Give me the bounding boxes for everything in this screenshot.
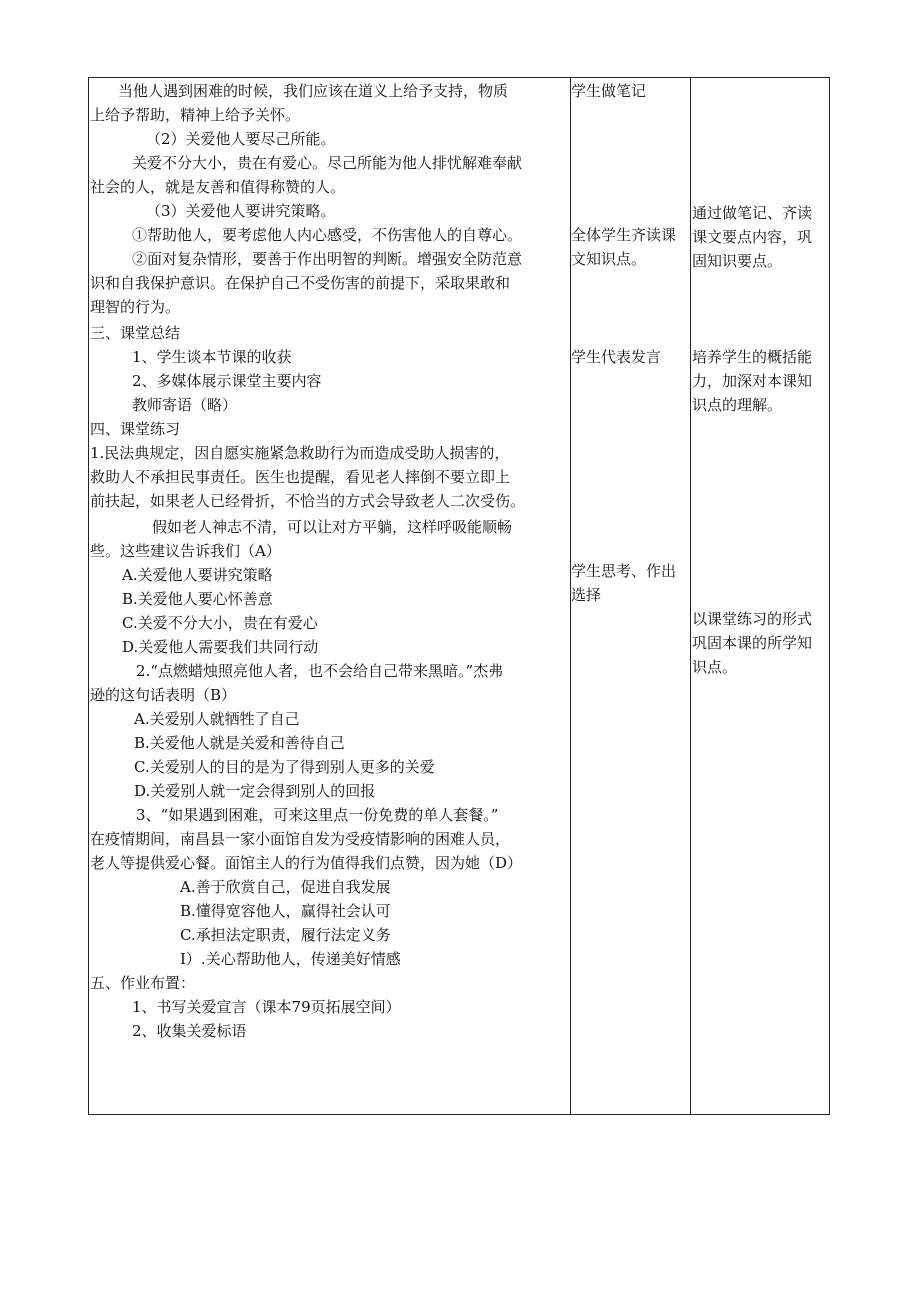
student-activity-line: 选择 [571, 586, 602, 604]
content-line: B.关爱他人要心怀善意 [122, 590, 273, 608]
content-line: 社会的人，就是友善和值得称赞的人。 [90, 178, 346, 196]
student-activity-line: 学生思考、作出 [571, 562, 677, 580]
content-line: 1、书写关爱宣言（课本79页拓展空间） [132, 998, 401, 1016]
lesson-table [88, 77, 830, 1115]
design-intent-line: 以课堂练习的形式 [692, 610, 813, 628]
content-line: 三、课堂总结 [90, 324, 181, 342]
content-line: 当他人遇到困难的时候，我们应该在道义上给予支持，物质 [118, 82, 509, 100]
content-line: 教师寄语（略） [132, 396, 238, 414]
content-line: A.关爱他人要讲究策略 [122, 566, 273, 584]
design-intent-line: 通过做笔记、齐读 [692, 204, 813, 222]
content-line: 1、学生谈本节课的收获 [132, 348, 292, 366]
content-line: 前扶起，如果老人已经骨折，不恰当的方式会导致老人二次受伤。 [90, 492, 526, 510]
content-line: A.善于欣赏自己，促进自我发展 [180, 878, 391, 896]
content-line: 假如老人神志不清，可以让对方平躺，这样呼吸能顺畅 [152, 518, 513, 536]
design-intent-line: 识点。 [692, 658, 738, 676]
content-line: C.关爱不分大小，贵在有爱心 [122, 614, 318, 632]
content-line: 2、多媒体展示课堂主要内容 [132, 372, 322, 390]
content-line: B.关爱他人就是关爱和善待自己 [134, 734, 345, 752]
design-intent-line: 培养学生的概括能 [692, 348, 813, 366]
content-line: 老人等提供爱心餐。面馆主人的行为值得我们点赞，因为她（D） [90, 854, 523, 872]
content-line: A.关爱别人就牺牲了自己 [134, 710, 300, 728]
content-line: 四、课堂练习 [90, 420, 181, 438]
content-line: I）.关心帮助他人，传递美好情感 [180, 950, 401, 968]
content-line: D.关爱他人需要我们共同行动 [122, 638, 319, 656]
content-line: ②面对复杂情形，要善于作出明智的判断。增强安全防范意 [132, 250, 523, 268]
content-line: C.关爱别人的目的是为了得到别人更多的关爱 [134, 758, 435, 776]
content-line: （3）关爱他人要讲究策略。 [146, 202, 336, 220]
content-line: 2.“点燃蜡烛照亮他人者，也不会给自己带来黑暗。”杰弗 [136, 662, 504, 680]
student-activity-line: 学生代表发言 [571, 348, 662, 366]
content-line: 救助人不承担民事责任。医生也提醒，看见老人摔倒不要立即上 [90, 468, 511, 486]
student-activity-line: 全体学生齐读课 [571, 226, 677, 244]
design-intent-line: 固知识要点。 [692, 252, 783, 270]
content-line: 逊的这句话表明（B） [90, 686, 237, 704]
content-line: 上给予帮助，精神上给予关怀。 [90, 106, 301, 124]
content-line: C.承担法定职责，履行法定义务 [180, 926, 391, 944]
content-line: 2、收集关爱标语 [132, 1022, 247, 1040]
content-line: 在疫情期间，南昌县一家小面馆自发为受疫情影响的困难人员， [90, 830, 511, 848]
content-line: B.懂得宽容他人，赢得社会认可 [180, 902, 391, 920]
content-line: ①帮助他人，要考虑他人内心感受，不伤害他人的自尊心。 [132, 226, 523, 244]
content-line: （2）关爱他人要尽己所能。 [146, 130, 336, 148]
design-intent-line: 课文要点内容，巩 [692, 228, 813, 246]
design-intent-line: 识点的理解。 [692, 396, 783, 414]
content-line: 理智的行为。 [90, 298, 181, 316]
design-intent-line: 力，加深对本课知 [692, 372, 813, 390]
student-activity-line: 学生做笔记 [571, 82, 647, 100]
design-intent-line: 巩固本课的所学知 [692, 634, 813, 652]
content-line: 些。这些建议告诉我们（A） [90, 542, 281, 560]
content-line: 识和自我保护意识。在保护自己不受伤害的前提下，采取果敢和 [90, 274, 511, 292]
column-divider [690, 78, 691, 1114]
content-line: 五、作业布置： [90, 974, 196, 992]
content-line: 1.民法典规定，因自愿实施紧急救助行为而造成受助人损害的， [90, 444, 510, 462]
content-line: 3、“如果遇到困难，可来这里点一份免费的单人套餐。” [136, 806, 499, 824]
content-line: 关爱不分大小，贵在有爱心。尽己所能为他人排忧解难奉献 [132, 154, 523, 172]
content-line: D.关爱别人就一定会得到别人的回报 [134, 782, 376, 800]
student-activity-line: 文知识点。 [571, 250, 647, 268]
